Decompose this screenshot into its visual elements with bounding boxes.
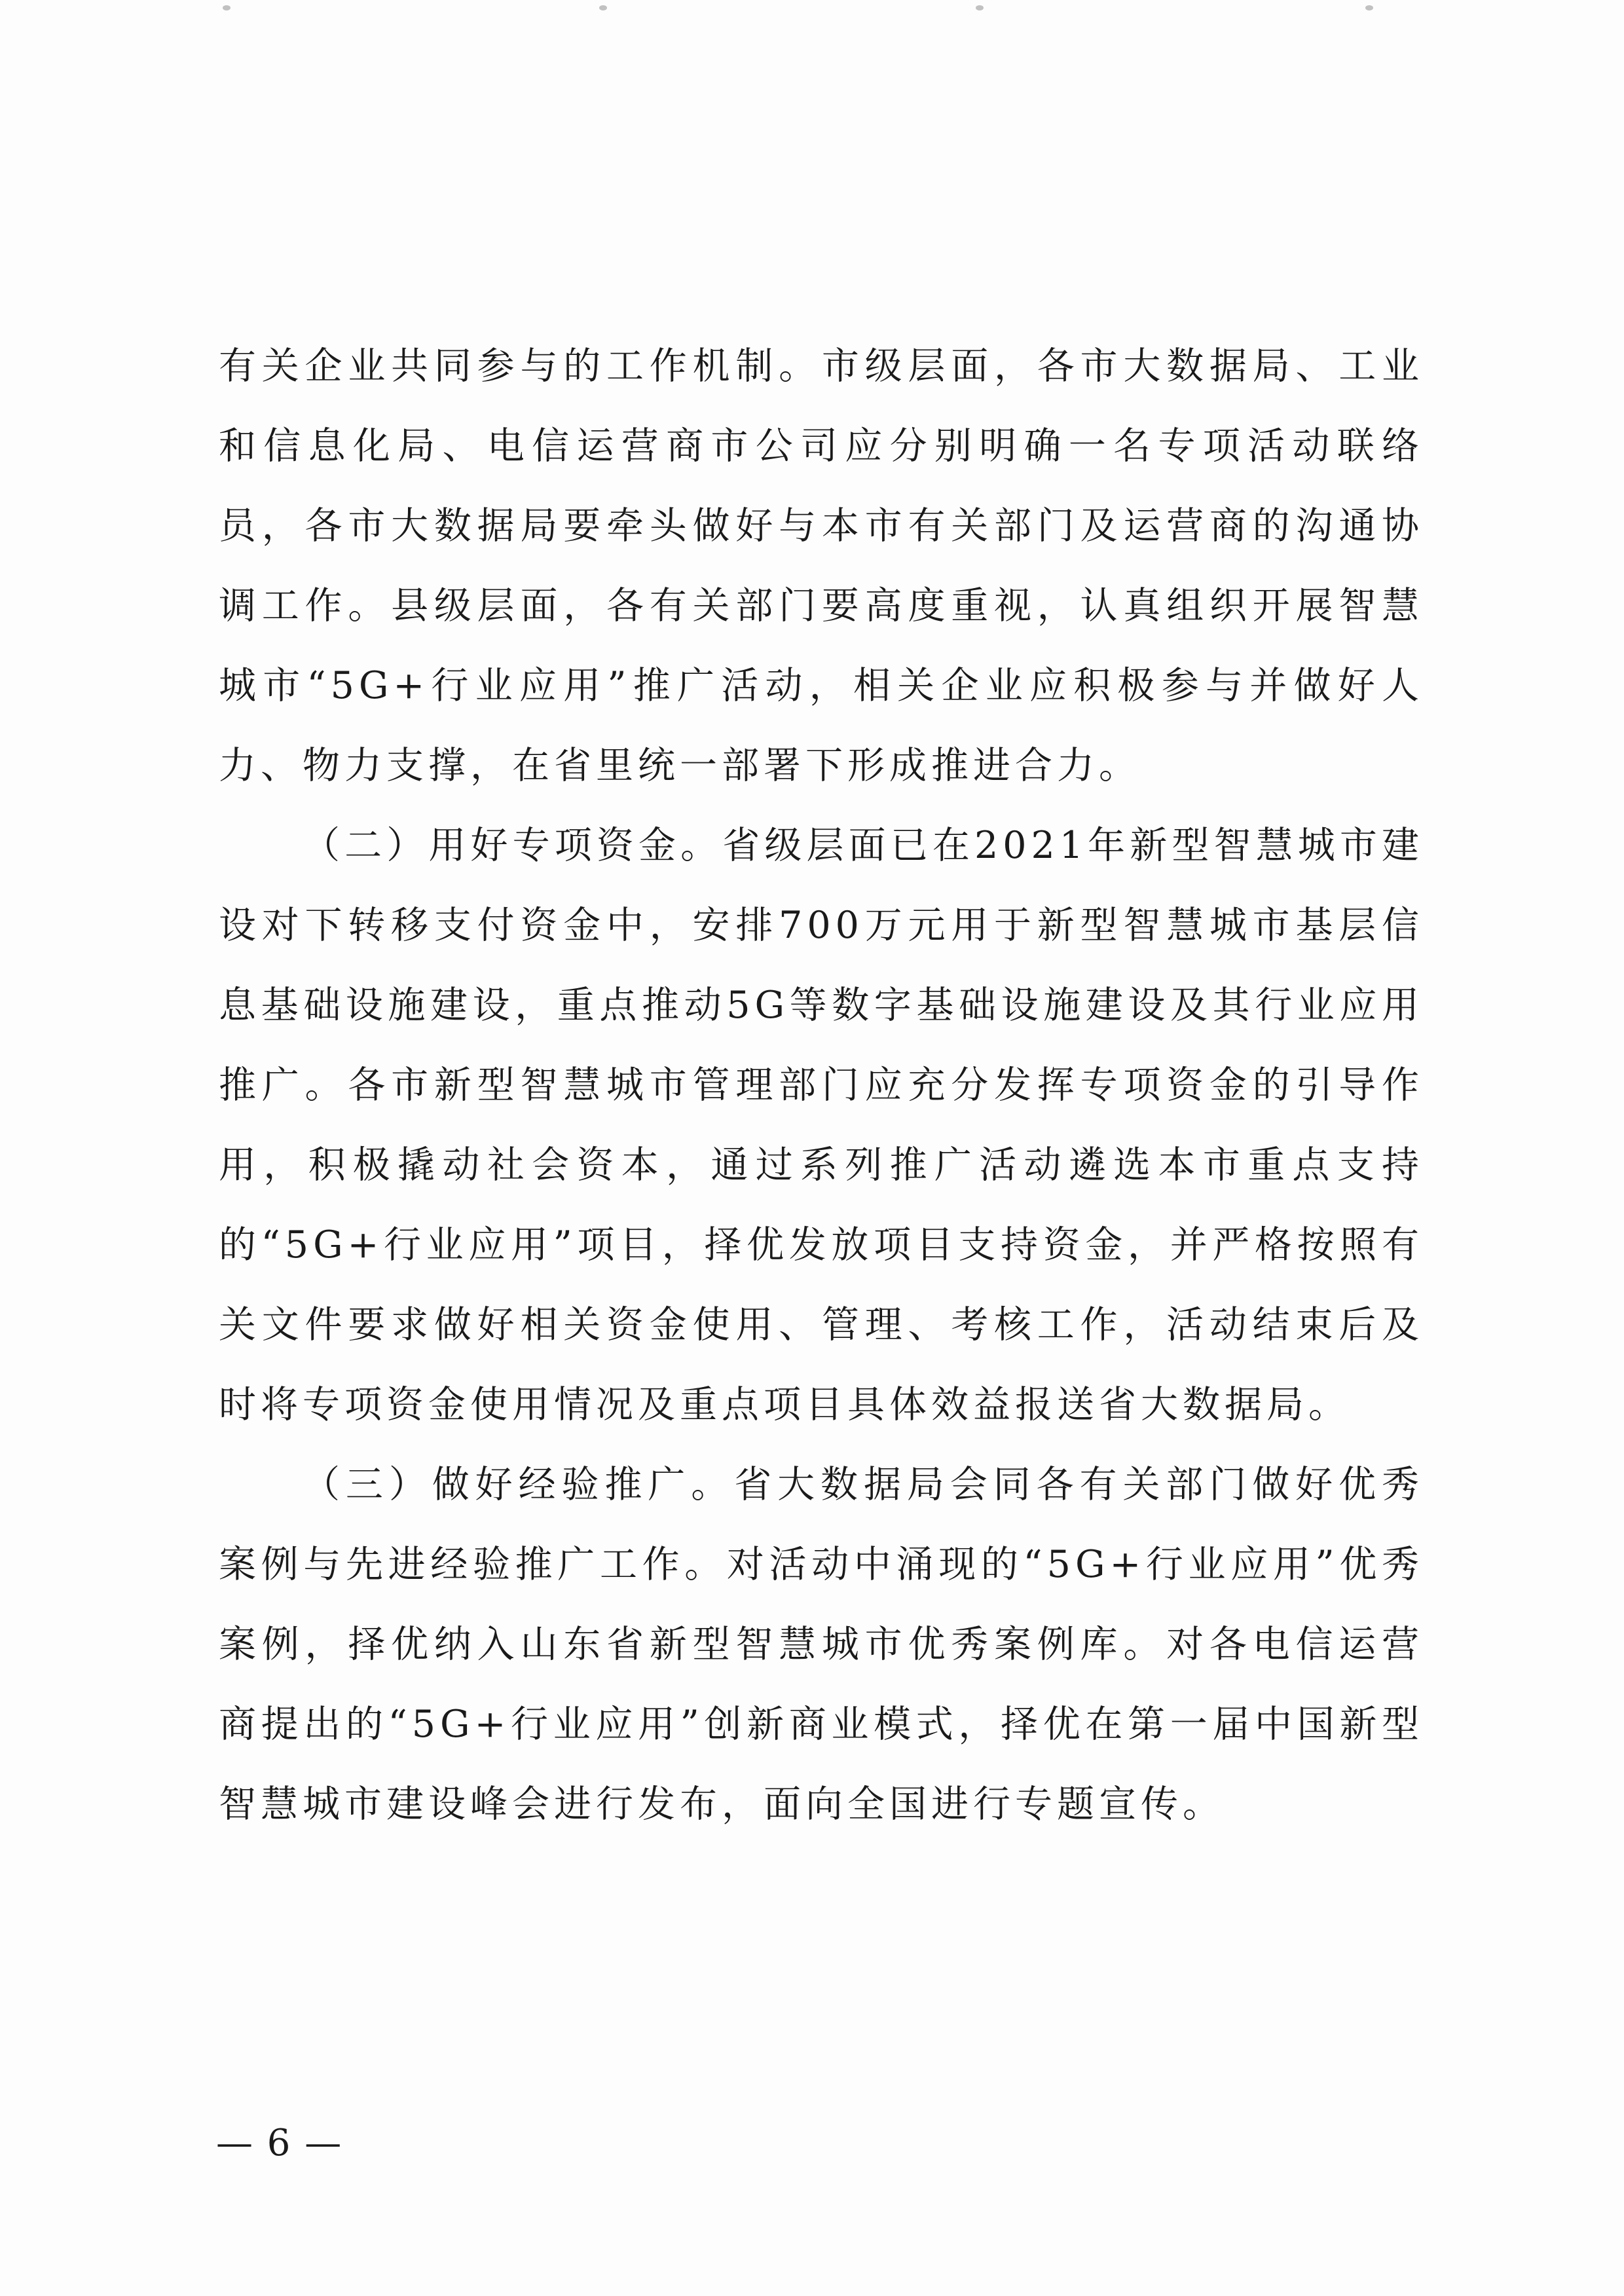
paragraph-special-funds: （二）用好专项资金。省级层面已在2021年新型智慧城市建设对下转移支付资金中，安排700万元用于新型智慧城市基层信息基础设施建设，重点推动5G等数字基础设施建设及其行业应用推广。各市新型智慧城市管理部门应充分发挥专项资金的引导作用，积极撬动社会资本，通过系列推广活动遴选本市重点支持的“5G+行业应用”项目，择优发放项目支持资金，并严格按照有关文件要求做好相关资金使用、管理、考核工作，活动结束后及时将专项资金使用情况及重点项目具体效益报送省大数据局。	[219, 824, 1424, 1426]
paragraph-continued: 有关企业共同参与的工作机制。市级层面，各市大数据局、工业和信息化局、电信运营商市公司应分别明确一名专项活动联络员，各市大数据局要牵头做好与本市有关部门及运营商的沟通协调工作。县级层面，各有关部门要高度重视，认真组织开展智慧城市“5G+行业应用”推广活动，相关企业应积极参与并做好人力、物力支撑，在省里统一部署下形成推进合力。	[219, 344, 1424, 787]
scan-mark	[223, 5, 231, 10]
scan-mark	[1365, 5, 1373, 10]
scan-mark	[599, 5, 607, 10]
paragraph-experience-promotion: （三）做好经验推广。省大数据局会同各有关部门做好优秀案例与先进经验推广工作。对活动中涌现的“5G+行业应用”优秀案例，择优纳入山东省新型智慧城市优秀案例库。对各电信运营商提出的“5G+行业应用”创新商业模式，择优在第一届中国新型智慧城市建设峰会进行发布，面向全国进行专题宣传。	[219, 1463, 1424, 1826]
document-body	[219, 326, 1424, 1844]
page-number: — 6 —	[216, 2122, 343, 2164]
scan-mark	[976, 5, 984, 10]
